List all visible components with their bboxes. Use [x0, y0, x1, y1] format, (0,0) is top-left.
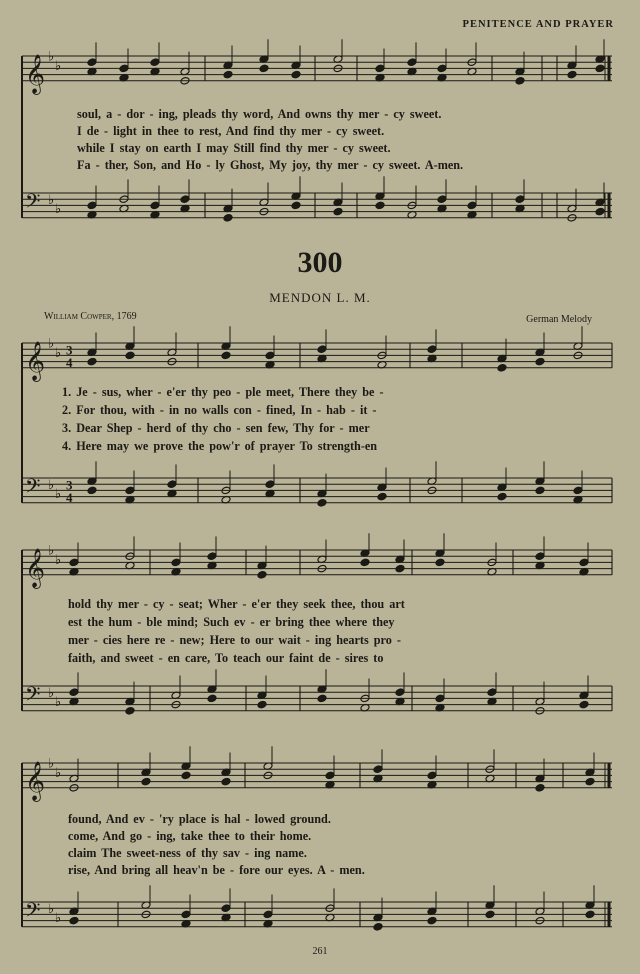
- note-head: [375, 64, 385, 73]
- note-head: [317, 694, 327, 703]
- verse-line: rise, And bring all heav'n be - fore our eyes. A - men.: [68, 863, 365, 877]
- note-head: [317, 499, 327, 508]
- note-head: [171, 558, 181, 567]
- note-head: [125, 707, 135, 716]
- verse-line: est the hum - ble mind; Such ev - er bring thee where they: [68, 615, 395, 629]
- note-head: [585, 910, 595, 919]
- note-head: [435, 558, 445, 567]
- note-head: [325, 771, 335, 780]
- note-head: [437, 195, 447, 204]
- note-head: [595, 64, 605, 73]
- note-head: [595, 207, 605, 216]
- note-head: [567, 70, 577, 79]
- note-head: [207, 694, 217, 703]
- verse-line: I de - light in thee to rest, And find thy mer - cy sweet.: [77, 124, 385, 138]
- running-head: PENITENCE AND PRAYER: [462, 19, 614, 30]
- verse-line: found, And ev - 'ry place is hal - lowed ground.: [68, 812, 331, 826]
- note-head: [180, 195, 190, 204]
- verse-line: 1. Je - sus, wher - e'er thy peo - ple meet, There they be -: [62, 385, 384, 399]
- note-head: [181, 771, 191, 780]
- note-head: [333, 207, 343, 216]
- flat-sign: ♭: [48, 755, 55, 771]
- time-signature-top: 3: [66, 342, 73, 358]
- tune-name: MENDON L. M.: [269, 290, 371, 305]
- note-head: [207, 552, 217, 561]
- flat-sign: ♭: [55, 486, 62, 502]
- note-head: [579, 700, 589, 709]
- note-head: [167, 480, 177, 489]
- time-signature-bottom: 4: [66, 354, 73, 370]
- verse-line: soul, a - dor - ing, pleads thy word, And owns thy mer - cy sweet.: [77, 107, 442, 121]
- verse-line: hold thy mer - cy - seat; Wher - e'er they seek thee, thou art: [68, 597, 405, 611]
- verse-line: while I stay on earth I may Still find thy mer - cy sweet.: [77, 141, 391, 155]
- flat-sign: ♭: [48, 191, 55, 207]
- note-head: [223, 214, 233, 223]
- note-head: [427, 916, 437, 925]
- note-head: [535, 357, 545, 366]
- note-head: [221, 351, 231, 360]
- author-credit: William Cowper, 1769: [44, 311, 137, 322]
- note-head: [291, 70, 301, 79]
- flat-sign: ♭: [48, 476, 55, 492]
- note-head: [119, 64, 129, 73]
- flat-sign: ♭: [55, 551, 62, 567]
- verse-line: 4. Here may we prove the pow'r of prayer To strength-en: [62, 439, 378, 453]
- verse-line: come, And go - ing, take thee to their home.: [68, 829, 312, 843]
- note-head: [223, 70, 233, 79]
- note-head: [515, 77, 525, 86]
- note-head: [395, 564, 405, 573]
- note-head: [221, 904, 231, 913]
- flat-sign: ♭: [55, 910, 62, 926]
- note-head: [69, 558, 79, 567]
- verse-line: faith, and sweet - en care, To teach our faint de - sires to: [68, 651, 384, 665]
- flat-sign: ♭: [55, 764, 62, 780]
- treble-clef: 𝄞: [25, 53, 46, 94]
- note-head: [515, 195, 525, 204]
- note-head: [375, 201, 385, 210]
- note-head: [87, 357, 97, 366]
- note-head: [373, 765, 383, 774]
- note-head: [407, 58, 417, 67]
- verse-line: 2. For thou, with - in no walls con - fined, In - hab - it -: [62, 403, 377, 417]
- note-head: [257, 571, 267, 580]
- note-head: [373, 923, 383, 932]
- note-head: [317, 345, 327, 354]
- time-signature-bottom: 4: [66, 489, 73, 505]
- flat-sign: ♭: [48, 684, 55, 700]
- page-number: 261: [312, 946, 328, 957]
- note-head: [87, 201, 97, 210]
- flat-sign: ♭: [55, 201, 62, 217]
- treble-clef: 𝄞: [25, 547, 46, 588]
- note-head: [87, 486, 97, 495]
- flat-sign: ♭: [55, 57, 62, 73]
- note-head: [427, 771, 437, 780]
- note-head: [427, 345, 437, 354]
- verse-line: claim The sweet-ness of thy sav - ing name.: [68, 846, 307, 860]
- verse-line: 3. Dear Shep - herd of thy cho - sen few, Thy for - mer: [62, 421, 370, 435]
- note-head: [125, 351, 135, 360]
- bass-clef: 𝄢: [25, 189, 41, 218]
- note-head: [435, 694, 445, 703]
- note-head: [573, 486, 583, 495]
- note-head: [579, 558, 589, 567]
- bass-clef: 𝄢: [25, 474, 41, 503]
- note-head: [535, 784, 545, 793]
- flat-sign: ♭: [55, 344, 62, 360]
- treble-clef: 𝄞: [25, 760, 46, 801]
- bass-clef: 𝄢: [25, 898, 41, 927]
- bass-clef: 𝄢: [25, 682, 41, 711]
- note-head: [141, 777, 151, 786]
- composer-credit: German Melody: [526, 314, 592, 325]
- note-head: [487, 688, 497, 697]
- note-head: [467, 201, 477, 210]
- note-head: [150, 58, 160, 67]
- note-head: [265, 351, 275, 360]
- flat-sign: ♭: [48, 542, 55, 558]
- verse-line: Fa - ther, Son, and Ho - ly Ghost, My joy, thy mer - cy sweet. A-men.: [77, 158, 464, 172]
- note-head: [535, 486, 545, 495]
- note-head: [181, 910, 191, 919]
- note-head: [485, 910, 495, 919]
- note-head: [87, 58, 97, 67]
- note-head: [259, 64, 269, 73]
- note-head: [150, 201, 160, 210]
- flat-sign: ♭: [48, 48, 55, 64]
- note-head: [69, 688, 79, 697]
- note-head: [125, 486, 135, 495]
- treble-clef: 𝄞: [25, 340, 46, 381]
- note-head: [360, 558, 370, 567]
- note-head: [265, 480, 275, 489]
- note-head: [221, 777, 231, 786]
- note-head: [585, 777, 595, 786]
- note-head: [535, 552, 545, 561]
- hymn-number: 300: [297, 246, 343, 279]
- verse-line: mer - cies here re - new; Here to our wait - ing hearts pro -: [68, 633, 401, 647]
- note-head: [395, 688, 405, 697]
- note-head: [497, 364, 507, 373]
- note-head: [291, 201, 301, 210]
- note-head: [257, 700, 267, 709]
- note-head: [497, 492, 507, 501]
- flat-sign: ♭: [48, 900, 55, 916]
- time-signature-top: 3: [66, 477, 73, 493]
- note-head: [263, 910, 273, 919]
- note-head: [437, 64, 447, 73]
- flat-sign: ♭: [48, 335, 55, 351]
- flat-sign: ♭: [55, 694, 62, 710]
- note-head: [377, 492, 387, 501]
- note-head: [69, 916, 79, 925]
